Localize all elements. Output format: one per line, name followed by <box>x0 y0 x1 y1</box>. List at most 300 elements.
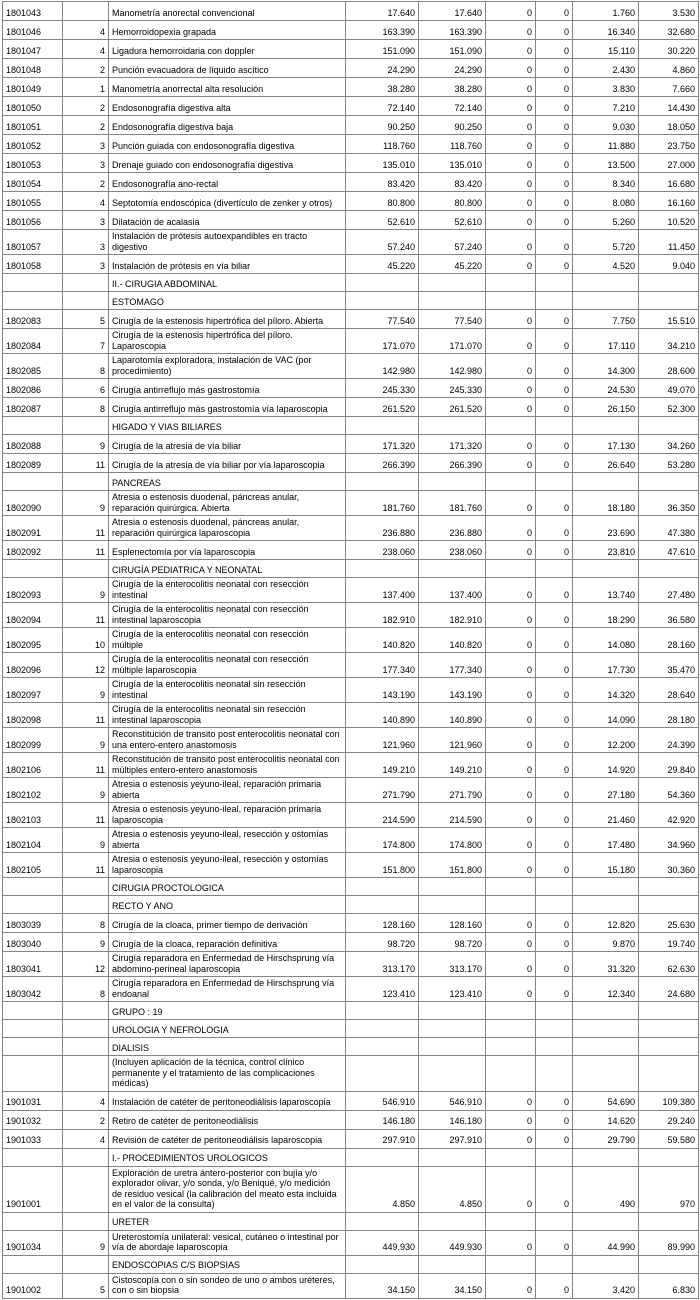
code-cell <box>3 473 63 491</box>
description-cell: Cirugía de la estenosis hipertrófica del píloro. Abierta <box>109 310 346 329</box>
procedure-count-cell: 8 <box>63 398 109 417</box>
description-cell: Cirugía reparadora en Enfermedad de Hirschsprung vía endoanal <box>109 977 346 1002</box>
value-cell: 238.060 <box>346 541 419 560</box>
value-cell: 271.790 <box>419 778 486 803</box>
value-cell: 29.790 <box>573 1129 639 1148</box>
value-cell <box>486 1038 536 1056</box>
procedure-count-cell <box>63 1020 109 1038</box>
value-cell: 546.910 <box>346 1091 419 1110</box>
table-row <box>3 59 699 78</box>
table-row <box>3 952 699 977</box>
value-cell: 214.590 <box>419 803 486 828</box>
value-cell <box>639 292 699 310</box>
procedure-count-cell: 7 <box>63 329 109 354</box>
procedure-count-cell: 9 <box>63 1230 109 1255</box>
value-cell: 52.610 <box>346 211 419 230</box>
description-cell: II.- CIRUGIA ABDOMINAL <box>109 274 346 292</box>
code-cell: 1802093 <box>3 578 63 603</box>
value-cell: 19.740 <box>639 933 699 952</box>
code-cell: 1901031 <box>3 1091 63 1110</box>
table-row <box>3 21 699 40</box>
code-cell: 1801051 <box>3 116 63 135</box>
description-cell: Revisión de catéter de peritoneodiálisis laparoscopia <box>109 1129 346 1148</box>
value-cell: 4.860 <box>639 59 699 78</box>
description-cell: Atresia o estenosis duodenal, páncreas anular, reparación quirúrgica. Abierta <box>109 491 346 516</box>
table-row <box>3 678 699 703</box>
procedure-count-cell: 4 <box>63 1091 109 1110</box>
code-cell: 1802104 <box>3 828 63 853</box>
value-cell: 0 <box>536 230 573 255</box>
value-cell: 0 <box>536 354 573 379</box>
table-row <box>3 1110 699 1129</box>
value-cell <box>419 1148 486 1166</box>
value-cell: 27.480 <box>639 578 699 603</box>
description-cell: URETER <box>109 1212 346 1230</box>
value-cell: 0 <box>486 97 536 116</box>
value-cell: 28.640 <box>639 678 699 703</box>
value-cell: 38.280 <box>346 78 419 97</box>
description-cell: CIRUGIA PROCTOLOGICA <box>109 878 346 896</box>
value-cell: 0 <box>486 803 536 828</box>
value-cell <box>573 417 639 435</box>
procedure-count-cell: 4 <box>63 40 109 59</box>
value-cell <box>573 560 639 578</box>
value-cell: 0 <box>486 329 536 354</box>
table-row <box>3 628 699 653</box>
value-cell: 146.180 <box>346 1110 419 1129</box>
value-cell: 17.110 <box>573 329 639 354</box>
code-cell: 1802096 <box>3 653 63 678</box>
value-cell: 140.820 <box>419 628 486 653</box>
value-cell <box>346 473 419 491</box>
code-cell <box>3 1002 63 1020</box>
description-cell: Manometría anorrectal alta resolución <box>109 78 346 97</box>
procedure-count-cell <box>63 878 109 896</box>
value-cell <box>573 1212 639 1230</box>
value-cell: 90.250 <box>346 116 419 135</box>
value-cell: 0 <box>486 1129 536 1148</box>
table-row <box>3 116 699 135</box>
value-cell: 0 <box>536 211 573 230</box>
value-cell: 128.160 <box>346 914 419 933</box>
procedure-count-cell: 11 <box>63 803 109 828</box>
section-header-row <box>3 417 699 435</box>
code-cell: 1802083 <box>3 310 63 329</box>
value-cell: 0 <box>486 230 536 255</box>
value-cell: 118.760 <box>419 135 486 154</box>
description-cell: Hemorroidopexia grapada <box>109 21 346 40</box>
value-cell: 34.150 <box>419 1273 486 1298</box>
value-cell: 59.580 <box>639 1129 699 1148</box>
value-cell: 18.050 <box>639 116 699 135</box>
procedure-count-cell: 3 <box>63 211 109 230</box>
value-cell <box>419 1212 486 1230</box>
value-cell: 80.800 <box>346 192 419 211</box>
table-row <box>3 541 699 560</box>
procedure-count-cell: 3 <box>63 135 109 154</box>
value-cell: 137.400 <box>419 578 486 603</box>
description-cell: Reconstitución de transito post enterocolitis neonatal con una entero-entero anastomosis <box>109 728 346 753</box>
value-cell: 14.080 <box>573 628 639 653</box>
value-cell: 0 <box>486 516 536 541</box>
procedure-count-cell <box>63 1255 109 1273</box>
value-cell: 0 <box>486 454 536 473</box>
table-row <box>3 853 699 878</box>
value-cell: 0 <box>486 853 536 878</box>
code-cell: 1901001 <box>3 1166 63 1212</box>
value-cell: 72.140 <box>346 97 419 116</box>
value-cell: 0 <box>536 1230 573 1255</box>
procedure-count-cell: 11 <box>63 454 109 473</box>
value-cell <box>486 292 536 310</box>
value-cell <box>419 1002 486 1020</box>
value-cell: 47.380 <box>639 516 699 541</box>
value-cell: 171.320 <box>419 435 486 454</box>
value-cell: 0 <box>486 135 536 154</box>
value-cell: 0 <box>486 653 536 678</box>
value-cell <box>486 1255 536 1273</box>
value-cell: 5.720 <box>573 230 639 255</box>
value-cell <box>346 560 419 578</box>
code-cell: 1801050 <box>3 97 63 116</box>
value-cell: 143.190 <box>419 678 486 703</box>
value-cell <box>536 417 573 435</box>
value-cell: 0 <box>536 454 573 473</box>
value-cell: 14.430 <box>639 97 699 116</box>
value-cell <box>639 1056 699 1092</box>
value-cell: 182.910 <box>346 603 419 628</box>
value-cell: 21.460 <box>573 803 639 828</box>
value-cell <box>536 292 573 310</box>
procedure-count-cell: 2 <box>63 116 109 135</box>
description-cell: Atresia o estenosis duodenal, páncreas anular, reparación quirúrgica laparoscopia <box>109 516 346 541</box>
value-cell: 27.000 <box>639 154 699 173</box>
procedure-count-cell <box>63 1166 109 1212</box>
procedure-count-cell <box>63 2 109 21</box>
value-cell: 182.910 <box>419 603 486 628</box>
procedure-count-cell: 11 <box>63 541 109 560</box>
value-cell <box>419 1056 486 1092</box>
value-cell: 26.640 <box>573 454 639 473</box>
value-cell: 140.890 <box>346 703 419 728</box>
table-row <box>3 310 699 329</box>
value-cell <box>419 878 486 896</box>
value-cell: 47.610 <box>639 541 699 560</box>
code-cell: 1901034 <box>3 1230 63 1255</box>
value-cell: 128.160 <box>419 914 486 933</box>
table-row <box>3 230 699 255</box>
value-cell <box>639 274 699 292</box>
code-cell: 1802099 <box>3 728 63 753</box>
code-cell <box>3 1038 63 1056</box>
value-cell <box>486 274 536 292</box>
value-cell: 17.480 <box>573 828 639 853</box>
value-cell: 0 <box>486 398 536 417</box>
code-cell <box>3 1148 63 1166</box>
value-cell: 11.880 <box>573 135 639 154</box>
value-cell: 313.170 <box>419 952 486 977</box>
value-cell: 143.190 <box>346 678 419 703</box>
value-cell: 24.290 <box>346 59 419 78</box>
code-cell: 1802095 <box>3 628 63 653</box>
value-cell: 0 <box>486 255 536 274</box>
code-cell: 1801048 <box>3 59 63 78</box>
value-cell: 0 <box>536 933 573 952</box>
code-cell: 1801043 <box>3 2 63 21</box>
value-cell: 109.380 <box>639 1091 699 1110</box>
value-cell <box>536 1255 573 1273</box>
value-cell <box>486 896 536 914</box>
value-cell: 0 <box>536 435 573 454</box>
value-cell: 23.690 <box>573 516 639 541</box>
value-cell: 0 <box>536 97 573 116</box>
value-cell <box>536 1212 573 1230</box>
value-cell <box>486 1056 536 1092</box>
code-cell: 1802094 <box>3 603 63 628</box>
code-cell: 1803040 <box>3 933 63 952</box>
value-cell: 90.250 <box>419 116 486 135</box>
value-cell: 0 <box>536 1273 573 1298</box>
value-cell: 236.880 <box>346 516 419 541</box>
code-cell: 1802085 <box>3 354 63 379</box>
procedure-count-cell: 5 <box>63 310 109 329</box>
code-cell: 1901033 <box>3 1129 63 1148</box>
value-cell: 24.680 <box>639 977 699 1002</box>
value-cell: 0 <box>536 329 573 354</box>
value-cell: 98.720 <box>419 933 486 952</box>
value-cell <box>573 896 639 914</box>
value-cell <box>639 1212 699 1230</box>
value-cell: 17.640 <box>419 2 486 21</box>
procedure-count-cell: 9 <box>63 578 109 603</box>
value-cell: 181.760 <box>419 491 486 516</box>
value-cell <box>573 1002 639 1020</box>
value-cell: 142.980 <box>419 354 486 379</box>
value-cell: 546.910 <box>419 1091 486 1110</box>
value-cell: 14.300 <box>573 354 639 379</box>
section-header-row <box>3 1020 699 1038</box>
value-cell: 0 <box>486 1110 536 1129</box>
value-cell: 0 <box>536 21 573 40</box>
table-row <box>3 379 699 398</box>
value-cell: 13.740 <box>573 578 639 603</box>
procedure-count-cell: 12 <box>63 653 109 678</box>
description-cell: Manometría anorectal convencional <box>109 2 346 21</box>
table-row <box>3 135 699 154</box>
value-cell: 30.220 <box>639 40 699 59</box>
procedure-count-cell: 9 <box>63 435 109 454</box>
value-cell: 142.980 <box>346 354 419 379</box>
value-cell: 123.410 <box>346 977 419 1002</box>
value-cell: 3.420 <box>573 1273 639 1298</box>
value-cell: 89.990 <box>639 1230 699 1255</box>
value-cell: 0 <box>486 828 536 853</box>
value-cell <box>486 1212 536 1230</box>
value-cell: 171.070 <box>346 329 419 354</box>
code-cell: 1802092 <box>3 541 63 560</box>
value-cell: 0 <box>486 628 536 653</box>
procedure-count-cell: 9 <box>63 491 109 516</box>
description-cell: Esplenectomía por vía laparoscopia <box>109 541 346 560</box>
table-row <box>3 78 699 97</box>
value-cell <box>573 1038 639 1056</box>
procedure-count-cell: 3 <box>63 154 109 173</box>
value-cell: 0 <box>486 1273 536 1298</box>
code-cell: 1801058 <box>3 255 63 274</box>
value-cell <box>536 1002 573 1020</box>
procedure-count-cell <box>63 1056 109 1092</box>
value-cell <box>419 292 486 310</box>
value-cell <box>419 473 486 491</box>
procedure-count-cell <box>63 1148 109 1166</box>
value-cell: 9.040 <box>639 255 699 274</box>
procedure-count-cell: 4 <box>63 21 109 40</box>
table-row <box>3 40 699 59</box>
description-cell: Endosonografía digestiva baja <box>109 116 346 135</box>
description-cell: Instalación de catéter de peritoneodiálisis laparoscopia <box>109 1091 346 1110</box>
description-cell: Cirugía de la estenosis hipertrófica del píloro. Laparoscopia <box>109 329 346 354</box>
value-cell: 0 <box>486 541 536 560</box>
value-cell: 0 <box>486 379 536 398</box>
value-cell <box>536 878 573 896</box>
description-cell: Atresia o estenosis yeyuno-ileal, resección y ostomías abierta <box>109 828 346 853</box>
value-cell <box>573 292 639 310</box>
value-cell: 0 <box>486 211 536 230</box>
value-cell: 23.750 <box>639 135 699 154</box>
code-cell: 1801052 <box>3 135 63 154</box>
description-cell: RECTO Y ANO <box>109 896 346 914</box>
value-cell: 1.760 <box>573 2 639 21</box>
procedure-count-cell: 10 <box>63 628 109 653</box>
value-cell <box>486 417 536 435</box>
value-cell: 214.590 <box>346 803 419 828</box>
code-cell: 1803042 <box>3 977 63 1002</box>
value-cell: 15.510 <box>639 310 699 329</box>
table-row <box>3 1129 699 1148</box>
value-cell: 0 <box>536 728 573 753</box>
value-cell: 151.800 <box>419 853 486 878</box>
value-cell <box>536 274 573 292</box>
description-cell: Instalación de prótesis en vía biliar <box>109 255 346 274</box>
value-cell: 54.360 <box>639 778 699 803</box>
value-cell: 0 <box>536 491 573 516</box>
value-cell: 266.390 <box>419 454 486 473</box>
value-cell: 11.450 <box>639 230 699 255</box>
value-cell: 0 <box>536 154 573 173</box>
table-row <box>3 454 699 473</box>
value-cell: 149.210 <box>419 753 486 778</box>
value-cell: 49.070 <box>639 379 699 398</box>
value-cell <box>346 1020 419 1038</box>
description-cell: Cirugía reparadora en Enfermedad de Hirschsprung vía abdomino-perineal laparoscopia <box>109 952 346 977</box>
value-cell: 53.280 <box>639 454 699 473</box>
value-cell <box>536 1148 573 1166</box>
description-cell: Drenaje guiado con endosonografía digestiva <box>109 154 346 173</box>
value-cell: 27.180 <box>573 778 639 803</box>
value-cell <box>346 896 419 914</box>
value-cell: 9.870 <box>573 933 639 952</box>
description-cell: Atresia o estenosis yeyuno-ileal, resección y ostomías laparoscopia <box>109 853 346 878</box>
value-cell: 238.060 <box>419 541 486 560</box>
tariff-table-body <box>3 2 699 1299</box>
value-cell <box>346 1255 419 1273</box>
table-row <box>3 1166 699 1212</box>
procedure-count-cell: 1 <box>63 78 109 97</box>
value-cell <box>486 473 536 491</box>
value-cell <box>536 560 573 578</box>
value-cell: 0 <box>536 310 573 329</box>
value-cell: 34.260 <box>639 435 699 454</box>
value-cell: 12.200 <box>573 728 639 753</box>
value-cell: 83.420 <box>346 173 419 192</box>
code-cell <box>3 878 63 896</box>
value-cell <box>419 1020 486 1038</box>
description-cell: CIRUGÍA PEDIATRICA Y NEONATAL <box>109 560 346 578</box>
value-cell <box>486 1148 536 1166</box>
value-cell <box>419 560 486 578</box>
value-cell: 174.800 <box>346 828 419 853</box>
value-cell: 28.180 <box>639 703 699 728</box>
value-cell <box>639 1020 699 1038</box>
table-row <box>3 398 699 417</box>
code-cell: 1801046 <box>3 21 63 40</box>
value-cell <box>346 292 419 310</box>
value-cell: 121.960 <box>346 728 419 753</box>
value-cell: 83.420 <box>419 173 486 192</box>
procedure-count-cell: 11 <box>63 703 109 728</box>
value-cell: 14.620 <box>573 1110 639 1129</box>
code-cell: 1803041 <box>3 952 63 977</box>
value-cell <box>419 1255 486 1273</box>
description-cell: Reconstitución de transito post enterocolitis neonatal con múltiples entero-entero anastomosis <box>109 753 346 778</box>
code-cell: 1802086 <box>3 379 63 398</box>
description-cell: HIGADO Y VIAS BILIARES <box>109 417 346 435</box>
value-cell: 0 <box>536 379 573 398</box>
value-cell: 449.930 <box>419 1230 486 1255</box>
table-row <box>3 803 699 828</box>
value-cell: 35.470 <box>639 653 699 678</box>
value-cell: 31.320 <box>573 952 639 977</box>
value-cell: 0 <box>486 778 536 803</box>
value-cell: 0 <box>536 803 573 828</box>
value-cell: 77.540 <box>346 310 419 329</box>
value-cell <box>639 1255 699 1273</box>
value-cell: 30.360 <box>639 853 699 878</box>
value-cell <box>639 1002 699 1020</box>
table-row <box>3 516 699 541</box>
value-cell <box>639 417 699 435</box>
value-cell: 140.890 <box>419 703 486 728</box>
value-cell: 0 <box>486 753 536 778</box>
section-header-row <box>3 1038 699 1056</box>
value-cell <box>573 473 639 491</box>
value-cell: 135.010 <box>346 154 419 173</box>
value-cell: 151.090 <box>346 40 419 59</box>
table-row <box>3 211 699 230</box>
value-cell: 0 <box>536 653 573 678</box>
value-cell: 0 <box>486 977 536 1002</box>
value-cell <box>639 560 699 578</box>
value-cell: 24.290 <box>419 59 486 78</box>
table-row <box>3 154 699 173</box>
value-cell: 52.610 <box>419 211 486 230</box>
value-cell: 12.820 <box>573 914 639 933</box>
value-cell: 18.180 <box>573 491 639 516</box>
code-cell: 1801054 <box>3 173 63 192</box>
code-cell: 1901032 <box>3 1110 63 1129</box>
value-cell: 121.960 <box>419 728 486 753</box>
procedure-count-cell: 4 <box>63 192 109 211</box>
